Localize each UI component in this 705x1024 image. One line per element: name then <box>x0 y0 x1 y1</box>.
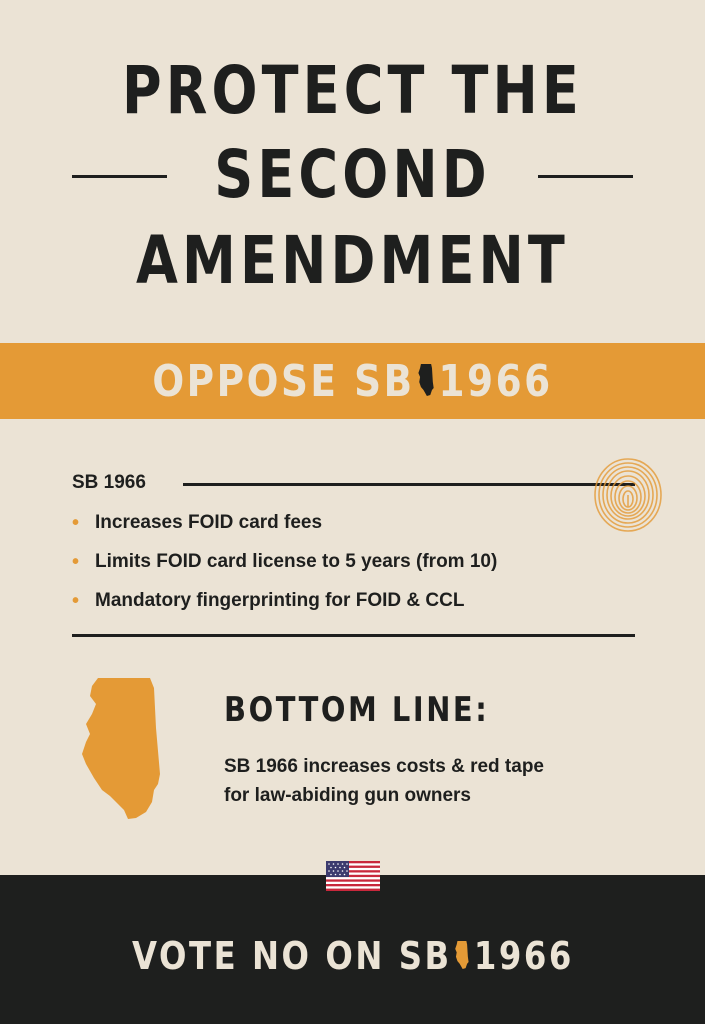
illinois-state-icon <box>418 356 435 407</box>
headline-line-1: PROTECT THE <box>122 52 583 129</box>
right-divider <box>538 175 633 178</box>
bottom-line-text: SB 1966 increases costs & red tape for law-abiding gun owners <box>224 756 545 806</box>
bill-points-list <box>72 508 497 625</box>
list-item: • Limits FOID card license to 5 years (from 10) <box>72 547 497 586</box>
headline-line-3: AMENDMENT <box>136 222 569 299</box>
bill-label: SB 1966 <box>72 472 146 493</box>
bullet-icon: • <box>72 590 80 612</box>
section-divider <box>72 634 635 637</box>
list-item: • Increases FOID card fees <box>72 508 497 547</box>
bottom-line-heading: BOTTOM LINE: <box>224 690 490 730</box>
bullet-icon: • <box>72 551 80 573</box>
bill-divider <box>183 483 635 486</box>
illinois-state-footer-icon <box>455 934 470 978</box>
banner-number: 1966 <box>438 355 553 407</box>
bullet-icon: • <box>72 512 80 534</box>
banner-prefix: OPPOSE SB <box>152 355 415 407</box>
us-flag-icon <box>326 861 380 896</box>
footer-call-to-action <box>0 920 705 992</box>
oppose-banner-text <box>0 343 705 419</box>
list-item: • Mandatory fingerprinting for FOID & CCL <box>72 586 497 625</box>
headline-line-2: SECOND <box>214 136 491 213</box>
illinois-map-icon <box>80 678 162 825</box>
footer-number: 1966 <box>473 934 574 978</box>
fingerprint-icon <box>590 455 666 538</box>
footer-prefix: VOTE NO ON SB <box>131 934 452 978</box>
